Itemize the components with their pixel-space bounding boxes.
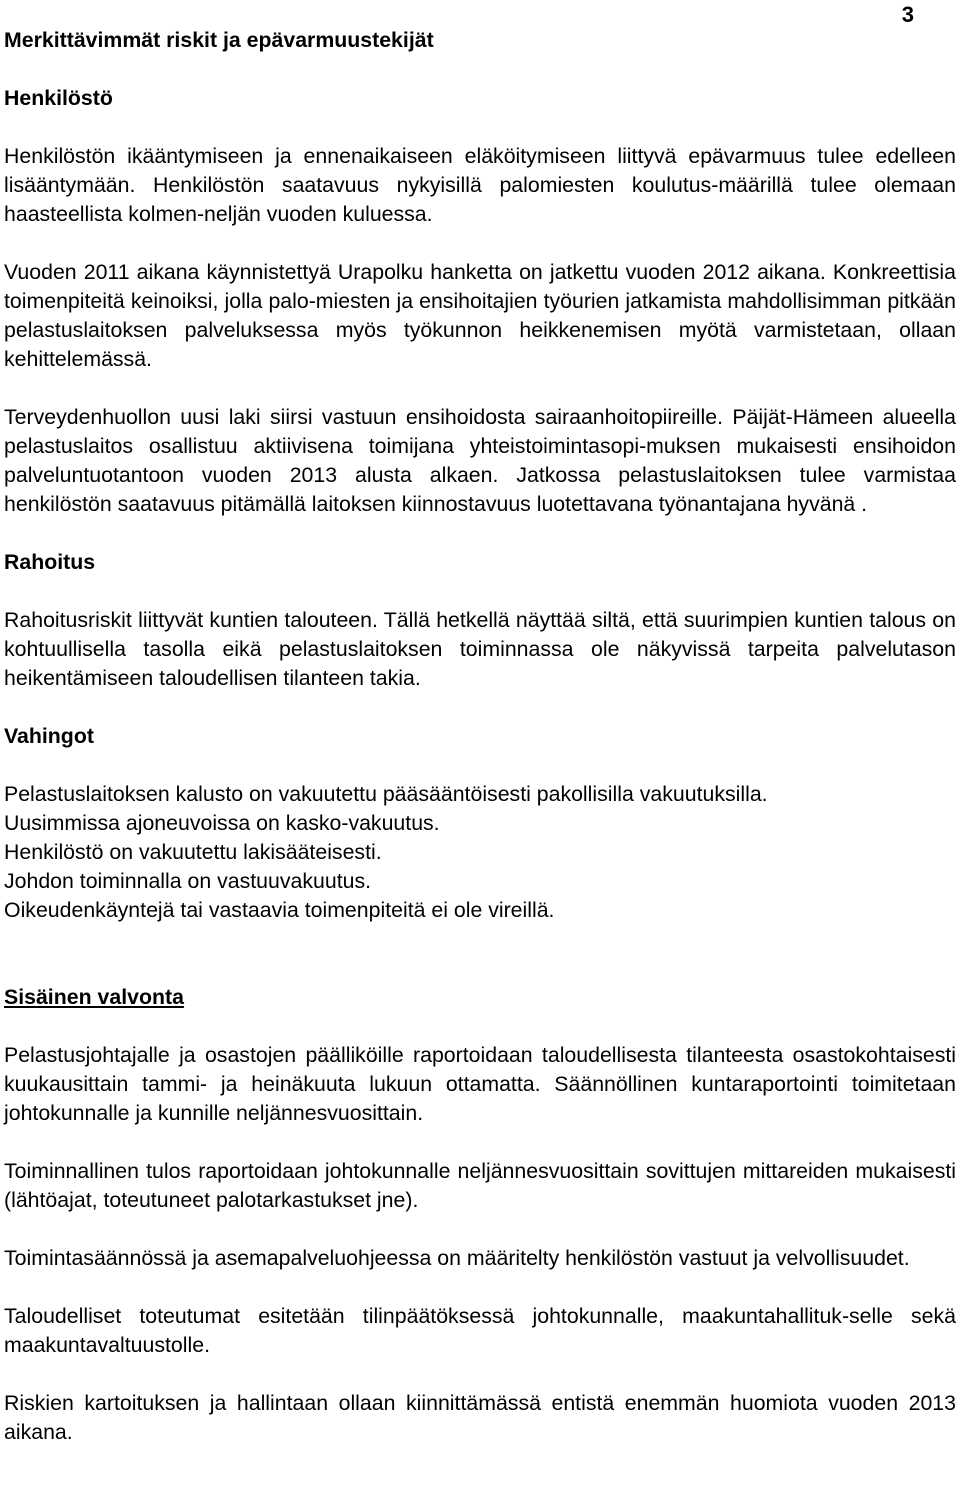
paragraph: Toimintasäännössä ja asemapalveluohjeessa on määritelty henkilöstön vastuut ja velvollisuudet. — [4, 1246, 910, 1270]
paragraph: Toiminnallinen tulos raportoidaan johtokunnalle neljännesvuosittain sovittujen mittareiden mukaisesti (lähtöajat, toteutuneet palotarkastukset jne). — [4, 1159, 956, 1212]
spacer — [4, 954, 956, 983]
paragraph: Pelastusjohtajalle ja osastojen päälliköille raportoidaan taloudellisesta tilanteesta osastokohtaisesti kuukausittain tammi- ja heinäkuuta lukuun ottamatta. Säännöllinen kuntaraportointi toimitetaan johtokunnalle ja kunnille neljännesvuosittain. — [4, 1043, 956, 1125]
page-number: 3 — [901, 2, 914, 27]
document-body — [4, 26, 956, 1476]
section-heading-henkilosto: Henkilöstö — [4, 86, 113, 110]
list-line: Henkilöstö on vakuutettu lakisääteisesti. — [4, 840, 382, 864]
list-line: Oikeudenkäyntejä tai vastaavia toimenpiteitä ei ole vireillä. — [4, 898, 555, 922]
paragraph: Henkilöstön ikääntymiseen ja ennenaikaiseen eläköitymiseen liittyvä epävarmuus tulee edelleen lisääntymään. Henkilöstön saatavuus nykyisillä palomiesten koulutus-määrillä tulee olemaan haasteellista kolmen-neljän vuoden kuluessa. — [4, 144, 956, 226]
list-line: Uusimmissa ajoneuvoissa on kasko-vakuutus. — [4, 811, 440, 835]
paragraph: Rahoitusriskit liittyvät kuntien talouteen. Tällä hetkellä näyttää siltä, että suurimpien kuntien talous on kohtuullisella tasolla eikä pelastuslaitoksen toiminnassa ole näkyvissä tarpeita palvelutason heikentämiseen taloudellisen tilanteen takia. — [4, 608, 956, 690]
insurance-list — [4, 780, 956, 925]
section-heading-rahoitus: Rahoitus — [4, 550, 96, 574]
document-title: Merkittävimmät riskit ja epävarmuustekijät — [4, 28, 434, 52]
paragraph: Vuoden 2011 aikana käynnistettyä Urapolku hanketta on jatkettu vuoden 2012 aikana. Konkreettisia toimenpiteitä keinoiksi, jolla palo-miesten ja ensihoitajien työurien jatkamista mahdollisimman pitkään pelastuslaitoksen palveluksessa myös työkunnon heikkenemisen myötä varmistetaan, ollaan kehittelemässä. — [4, 260, 956, 371]
paragraph: Riskien kartoituksen ja hallintaan ollaan kiinnittämässä entistä enemmän huomiota vuoden 2013 aikana. — [4, 1391, 956, 1444]
list-line: Johdon toiminnalla on vastuuvakuutus. — [4, 869, 372, 893]
paragraph: Taloudelliset toteutumat esitetään tilinpäätöksessä johtokunnalle, maakuntahallituk-selle sekä maakuntavaltuustolle. — [4, 1304, 956, 1357]
paragraph: Terveydenhuollon uusi laki siirsi vastuun ensihoidosta sairaanhoitopiireille. Päijät-Hämeen alueella pelastuslaitos osallistuu aktiivisena toimijana yhteistoimintasopi-muksen mukaisesti ensihoidon palveluntuotantoon vuoden 2013 alusta alkaen. Jatkossa pelastuslaitoksen tulee varmistaa henkilöstön saatavuus pitämällä laitoksen kiinnostavuus luotettavana työnantajana hyvänä . — [4, 405, 956, 516]
section-heading-valvonta: Sisäinen valvonta — [4, 985, 184, 1009]
section-heading-vahingot: Vahingot — [4, 724, 94, 748]
list-line: Pelastuslaitoksen kalusto on vakuutettu pääsääntöisesti pakollisilla vakuutuksilla. — [4, 782, 768, 806]
